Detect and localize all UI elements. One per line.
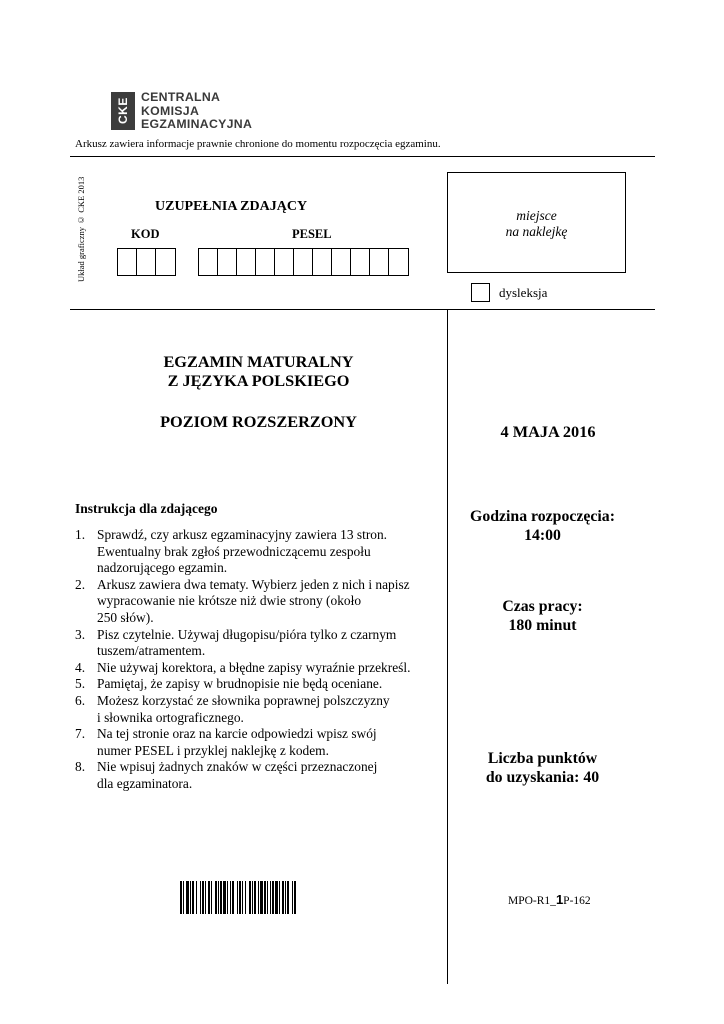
instruction-item [75, 577, 445, 627]
pesel-digit-box[interactable] [199, 249, 218, 275]
points-label: Liczba punktów [487, 750, 598, 767]
instruction-text [97, 627, 445, 660]
instruction-text [97, 676, 445, 693]
exam-title-line-1: EGZAMIN MATURALNY [163, 352, 354, 371]
sticker-line-2: na naklejkę [505, 224, 568, 239]
instruction-line: numer PESEL i przyklej naklejkę z kodem. [97, 742, 329, 758]
sheet-code [508, 892, 591, 907]
pesel-digit-box[interactable] [313, 249, 332, 275]
points-value: do uzyskania: 40 [485, 768, 600, 786]
sheet-code-suffix: P-162 [563, 895, 591, 907]
instruction-text [97, 693, 445, 726]
instructions-list [75, 527, 445, 793]
instruction-number: 8. [75, 759, 86, 775]
column-divider [447, 309, 448, 984]
instruction-text [97, 527, 445, 577]
exam-level: POZIOM ROZSZERZONY [160, 412, 357, 431]
pesel-digit-box[interactable] [370, 249, 389, 275]
kod-label: KOD [131, 227, 160, 241]
kod-digit-box[interactable] [137, 249, 156, 275]
instruction-text [97, 577, 445, 627]
pesel-input-boxes[interactable] [198, 248, 409, 276]
pesel-digit-box[interactable] [275, 249, 294, 275]
instruction-item [75, 726, 445, 759]
instruction-number: 3. [75, 626, 86, 642]
instruction-line: Pamiętaj, że zapisy w brudnopisie nie będą oceniane. [97, 676, 383, 692]
cke-logo-mark: CKE [111, 92, 135, 130]
instruction-item [75, 627, 445, 660]
barcode-bar [296, 881, 297, 914]
dyslexia-checkbox[interactable] [471, 283, 490, 302]
logo-line-3: EGZAMINACYJNA [141, 117, 253, 131]
instruction-line: Możesz korzystać ze słownika poprawnej polszczyzny [97, 692, 390, 708]
instruction-number: 5. [75, 676, 86, 692]
kod-digit-box[interactable] [156, 249, 175, 275]
instruction-line: Nie używaj korektora, a błędne zapisy wyraźnie przekreśl. [97, 659, 411, 675]
instruction-item [75, 676, 445, 693]
kod-digit-box[interactable] [118, 249, 137, 275]
exam-title [96, 352, 421, 390]
pesel-digit-box[interactable] [237, 249, 256, 275]
instruction-line: Na tej stronie oraz na karcie odpowiedzi wpisz swój [97, 726, 377, 742]
instruction-line: dla egzaminatora. [97, 775, 193, 791]
sheet-code-prefix: MPO-R1_ [508, 895, 556, 907]
pesel-digit-box[interactable] [256, 249, 275, 275]
exam-title-line-2: Z JĘZYKA POLSKIEGO [167, 371, 350, 390]
instruction-number: 2. [75, 576, 86, 592]
pesel-digit-box[interactable] [351, 249, 370, 275]
start-time-label: Godzina rozpoczęcia: [470, 508, 615, 525]
pesel-label: PESEL [292, 227, 332, 241]
instruction-number: 4. [75, 659, 86, 675]
barcode [180, 881, 337, 914]
instruction-item [75, 527, 445, 577]
instruction-number: 7. [75, 726, 86, 742]
instruction-line: Ewentualny brak zgłoś przewodniczącemu zespołu [97, 543, 371, 559]
instruction-line: Sprawdź, czy arkusz egzaminacyjny zawiera 13 stron. [97, 527, 388, 542]
instruction-line: wypracowanie nie krótsze niż dwie strony (około [97, 593, 362, 609]
instruction-line: 250 słów). [97, 609, 154, 625]
exam-date: 4 MAJA 2016 [500, 422, 596, 441]
duration-label: Czas pracy: [502, 598, 583, 615]
instruction-item [75, 759, 445, 792]
dyslexia-label: dysleksja [499, 285, 548, 300]
instruction-line: nadzorującego egzamin. [97, 560, 228, 576]
points-block [450, 750, 635, 787]
pesel-digit-box[interactable] [389, 249, 408, 275]
instruction-line: Nie wpisuj żadnych znaków w części przeznaczonej [97, 759, 378, 775]
candidate-section-title: UZUPEŁNIA ZDAJĄCY [155, 199, 308, 214]
instruction-line: Arkusz zawiera dwa tematy. Wybierz jeden z nich i napisz [97, 576, 410, 592]
instruction-item [75, 660, 445, 677]
header-divider [70, 309, 655, 310]
instruction-line: tuszem/atramentem. [97, 643, 206, 659]
graphic-layout-note: Układ graficzny © CKE 2013 [76, 176, 86, 282]
instruction-text [97, 726, 445, 759]
duration-value: 180 minut [508, 616, 577, 634]
instruction-item [75, 693, 445, 726]
instruction-line: i słownika ortograficznego. [97, 709, 244, 725]
start-time-value: 14:00 [524, 526, 561, 544]
protection-note: Arkusz zawiera informacje prawnie chronione do momentu rozpoczęcia egzaminu. [75, 138, 441, 150]
top-divider [70, 156, 655, 157]
logo-line-2: KOMISJA [141, 103, 200, 118]
pesel-digit-box[interactable] [294, 249, 313, 275]
instruction-text [97, 660, 445, 677]
pesel-digit-box[interactable] [218, 249, 237, 275]
instructions-title: Instrukcja dla zdającego [75, 501, 218, 516]
instruction-number: 6. [75, 692, 86, 708]
logo-line-1: CENTRALNA [141, 90, 221, 104]
sticker-line-1: miejsce [516, 208, 557, 223]
cke-logo-text [141, 91, 252, 132]
duration-block [450, 598, 635, 635]
instruction-number: 1. [75, 527, 86, 542]
instruction-text [97, 759, 445, 792]
kod-input-boxes[interactable] [117, 248, 176, 276]
start-time-block [450, 508, 635, 545]
instruction-line: Pisz czytelnie. Używaj długopisu/pióra tylko z czarnym [97, 626, 397, 642]
pesel-digit-box[interactable] [332, 249, 351, 275]
sticker-area [447, 172, 626, 273]
sheet-code-bold: 1 [555, 892, 564, 907]
